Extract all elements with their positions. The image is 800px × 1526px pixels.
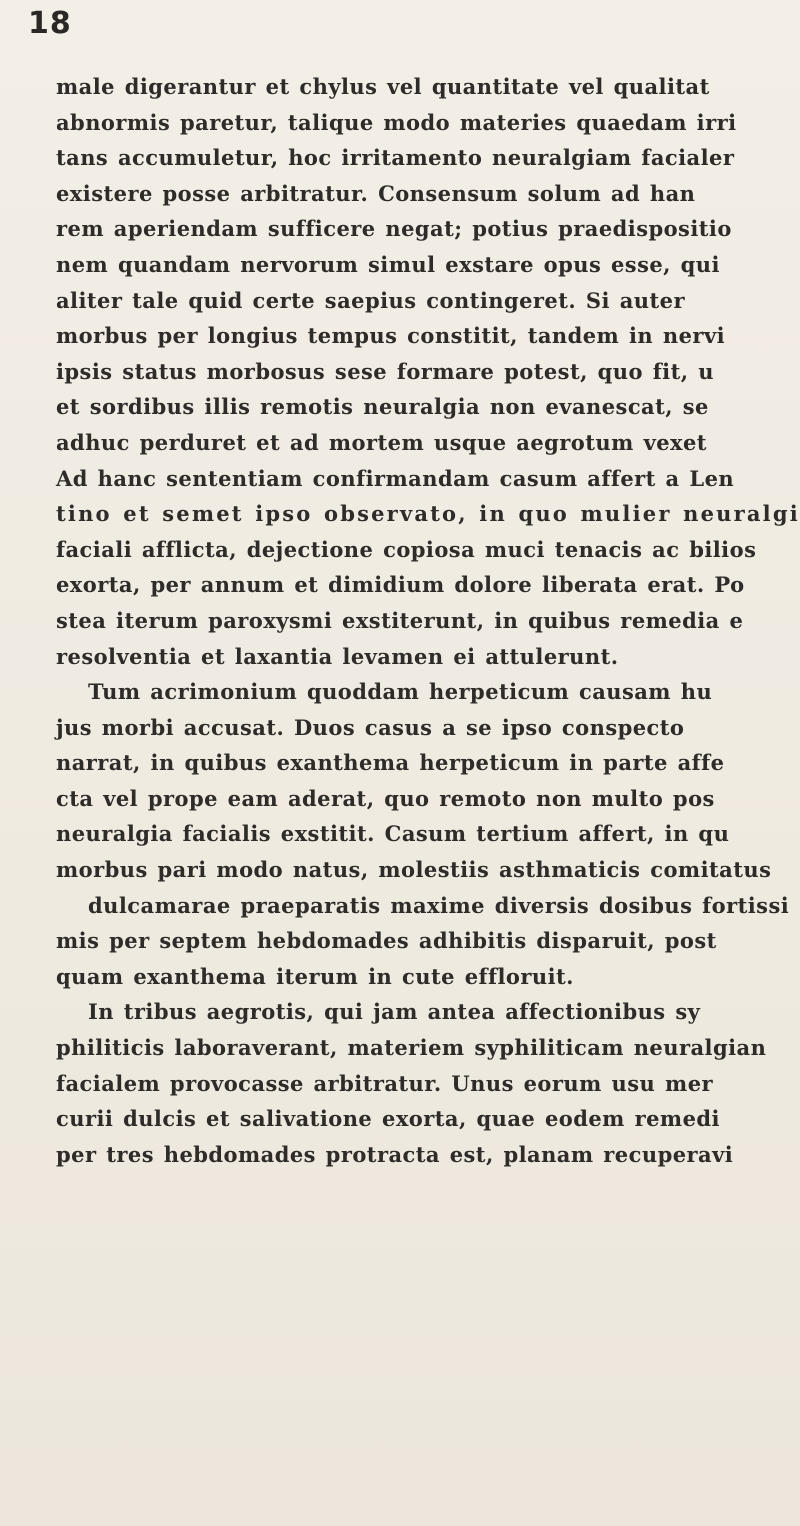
- text-line: et sordibus illis remotis neuralgia non evanescat, se: [56, 394, 709, 420]
- text-line: curii dulcis et salivatione exorta, quae eodem remedi: [56, 1106, 720, 1132]
- text-line: Ad hanc sententiam confirmandam casum affert a Len: [56, 465, 735, 491]
- text-line: narrat, in quibus exanthema herpeticum in parte affe: [56, 750, 725, 776]
- text-line: rem aperiendam sufficere negat; potius praedispositio: [56, 216, 732, 242]
- text-line: exorta, per annum et dimidium dolore liberata erat. Po: [56, 572, 745, 598]
- text-line: nem quandam nervorum simul exstare opus esse, qui: [56, 251, 720, 277]
- text-line: neuralgia facialis exstitit. Casum tertium affert, in qu: [56, 821, 730, 847]
- text-line: male digerantur et chylus vel quantitate vel qualitat: [56, 74, 710, 99]
- text-line: mis per septem hebdomades adhibitis disparuit, post: [56, 928, 717, 954]
- text-line: dulcamarae praeparatis maxime diversis dosibus fortissi: [88, 892, 790, 918]
- text-line: morbus pari modo natus, molestiis asthmaticis comitatus: [56, 857, 772, 883]
- text-line: facialem provocasse arbitratur. Unus eorum usu mer: [56, 1070, 714, 1096]
- body-text: [56, 69, 800, 1172]
- text-line: morbus per longius tempus constitit, tandem in nervi: [56, 323, 726, 349]
- text-line: cta vel prope eam aderat, quo remoto non multo pos: [56, 785, 715, 811]
- text-line: per tres hebdomades protracta est, planam recuperavi: [56, 1141, 734, 1167]
- text-line: jus morbi accusat. Duos casus a se ipso conspecto: [56, 714, 685, 740]
- text-line: ipsis status morbosus sese formare potest, quo fit, u: [56, 358, 714, 384]
- text-line: aliter tale quid certe saepius contingeret. Si auter: [56, 287, 685, 313]
- text-line: faciali afflicta, dejectione copiosa muci tenacis ac bilios: [56, 536, 757, 562]
- text-line: abnormis paretur, talique modo materies quaedam irri: [56, 109, 737, 135]
- text-line: stea iterum paroxysmi exstiterunt, in quibus remedia e: [56, 607, 744, 633]
- text-line: resolventia et laxantia levamen ei attulerunt.: [56, 643, 619, 669]
- text-line: tans accumuletur, hoc irritamento neuralgiam facialer: [56, 145, 735, 171]
- text-line: Tum acrimonium quoddam herpeticum causam hu: [88, 679, 713, 705]
- text-line: quam exanthema iterum in cute effloruit.: [56, 963, 574, 989]
- text-line: tino et semet ipso observato, in quo mulier neuralgi: [56, 501, 800, 527]
- text-line: philiticis laboraverant, materiem syphiliticam neuralgian: [56, 1035, 767, 1061]
- page-number: 18: [28, 6, 72, 41]
- text-line: In tribus aegrotis, qui jam antea affectionibus sy: [88, 999, 701, 1025]
- text-line: existere posse arbitratur. Consensum solum ad han: [56, 180, 696, 206]
- text-line: adhuc perduret et ad mortem usque aegrotum vexet: [56, 429, 707, 455]
